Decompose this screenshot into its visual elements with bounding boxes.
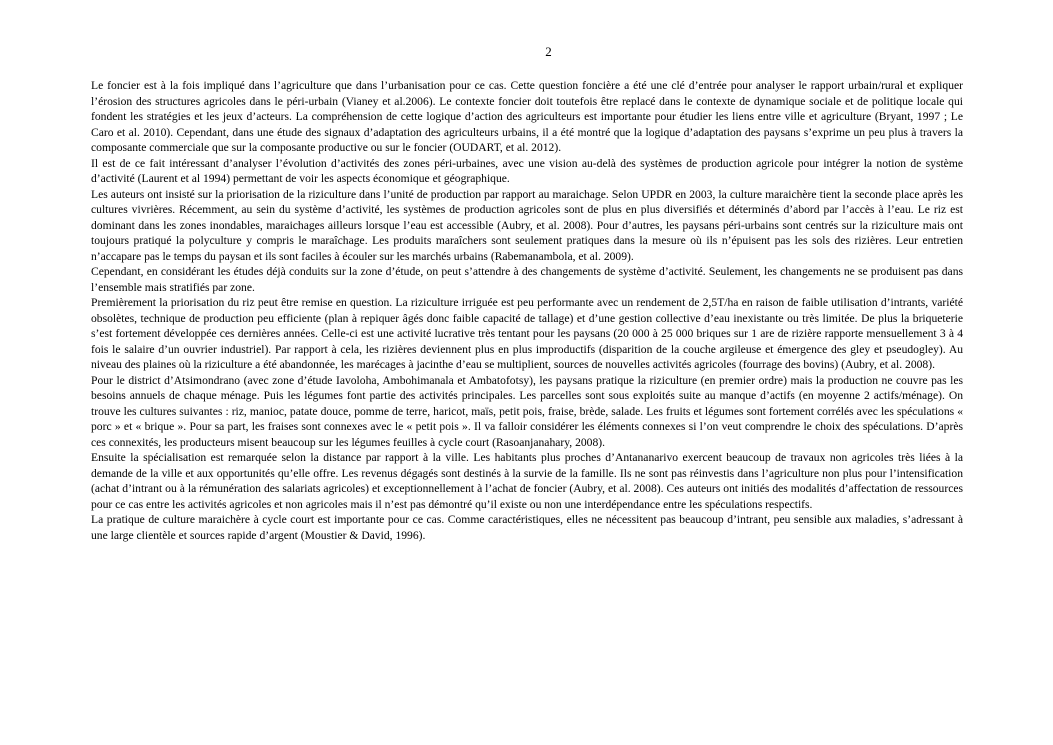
paragraph-land-tenure: Le foncier est à la fois impliqué dans l’agriculture que dans l’urbanisation pour ce cas. Cette question foncière a été une clé d’entrée pour analyser le rapport urbain/rural et expliquer l’érosion des structures agricoles dans le péri-urbain (Vianey et al.2006). Le contexte foncier doit toutefois être replacé dans le contexte de dynamique sociale et de politique locale qui fondent les stratégies et les jeux d’acteurs. La compréhension de cette logique d’action des agriculteurs est importante pour étudier les liens entre ville et agriculture (Bryant, 1997 ; Le Caro et al. 2010). Cependant, dans une étude des signaux d’adaptation des agriculteurs urbains, il a été montré que la logique d’adaptation des paysans s’exprime un peu plus à travers la composante commerciale que sur la composante productive ou sur le foncier (OUDART, et al. 2012). xyxy=(91,79,963,154)
paragraph-specialisation: Ensuite la spécialisation est remarquée selon la distance par rapport à la ville. Les habitants plus proches d’Antananarivo exercent beaucoup de travaux non agricoles très liées à la demande de la ville et aux opportunités qu’elle offre. Les revenus dégagés sont destinés à la survie de la famille. Ils ne sont pas réinvestis dans l’agriculture non plus pour l’intensification (achat d’intrant ou à la rémunération des salariats agricoles) et exceptionnellement à l’achat de foncier (Aubry, et al. 2008). Ces auteurs ont initiés des modalités d’affectation de ressources pour ce cas entre les activités agricoles et non agricoles mais il n’est pas démontré qu’il existe ou non une interdépendance entre les spéculations respectifs. xyxy=(91,451,963,511)
body-text xyxy=(91,78,963,543)
paragraph-rice-priority: Les auteurs ont insisté sur la priorisation de la riziculture dans l’unité de production par rapport au maraichage. Selon UPDR en 2003, la culture maraichère tient la seconde place après les cultures vivrières. Récemment, au sein du système d’activité, les systèmes de production agricoles sont de plus en plus diversifiés et déterminés d’abord par l’accès à l’eau. Le riz est dominant dans les zones inondables, maraichages ailleurs lorsque l’eau est accessible (Aubry, et al. 2008). Pour d’autres, les paysans péri-urbains sont centrés sur la riziculture mais ont toujours pratiqué la polyculture y compris le maraîchage. Les produits maraîchers sont seulement pratiques dans la mesure où ils n’épuisent pas les sols des rizières. Leur entretien n’accapare pas le temps du paysan et ils sont faciles à écouler sur les marchés urbains (Rabemanambola, et al. 2009). xyxy=(91,187,963,263)
paragraph-rice-questioned: Premièrement la priorisation du riz peut être remise en question. La riziculture irriguée est peu performante avec un rendement de 2,5T/ha en raison de faible utilisation d’intrants, variété obsolètes, technique de production peu efficiente (plan à repiquer âgés donc faible capacité de tallage) et d’une gestion collective d’eau inexistante ou très limitée. De plus la briqueterie s’est fortement développée ces dernières années. Celle-ci est une activité lucrative très tentant pour les paysans (20 000 à 25 000 briques sur 1 are de rizière rapporte mensuellement 3 à 4 fois le salaire d’un ouvrier industriel). Par rapport à cela, les rizières deviennent plus en plus improductifs (disparition de la couche argileuse et émergence des gley et pseudogley). Au niveau des plaines où la riziculture a été abandonnée, les marécages à jacinthe d’eau se multiplient, sources de nouvelles activités agricoles (fourrage des bovins) (Aubry, et al. 2008). xyxy=(91,296,963,371)
paragraph-expected-changes: Cependant, en considérant les études déjà conduits sur la zone d’étude, on peut s’attendre à des changements de système d’activité. Seulement, les changements ne se produisent pas dans l’ensemble mais stratifiés par zone. xyxy=(91,265,963,294)
paragraph-activity-system: Il est de ce fait intéressant d’analyser l’évolution d’activités des zones péri-urbaines, avec une vision au-delà des systèmes de production agricole pour intégrer la notion de système d’activité (Laurent et al 1994) permettant de voir les aspects économique et géographique. xyxy=(91,156,963,185)
page-number: 2 xyxy=(545,44,552,59)
paragraph-short-cycle: La pratique de culture maraichère à cycle court est importante pour ce cas. Comme caractéristiques, elles ne nécessitent pas beaucoup d’intrant, peu sensible aux maladies, s’adressant à une large clientèle et sources rapide d’argent (Moustier & David, 1996). xyxy=(91,513,963,542)
paragraph-atsimondrano: Pour le district d’Atsimondrano (avec zone d’étude Iavoloha, Ambohimanala et Ambatofotsy), les paysans pratique la riziculture (en premier ordre) mais la production ne couvre pas les besoins annuels de chaque ménage. Puis les légumes font partie des activités principales. Les parcelles sont sous exploités suite au manque d’actifs (en moyenne 2 actifs/ménage). On trouve les cultures suivantes : riz, manioc, patate douce, pomme de terre, haricot, maïs, petit pois, fraise, brède, salade. Les fruits et légumes sont fortement corrélés avec les spéculations « porc » et « brique ». Pour sa part, les fraises sont connexes avec le « petit pois ». Il va falloir considérer les éléments connexes si l’on veut comprendre le choix des spéculations. D’après ces connexités, les producteurs misent beaucoup sur les légumes feuilles à cycle court (Rasoanjanahary, 2008). xyxy=(91,373,963,449)
